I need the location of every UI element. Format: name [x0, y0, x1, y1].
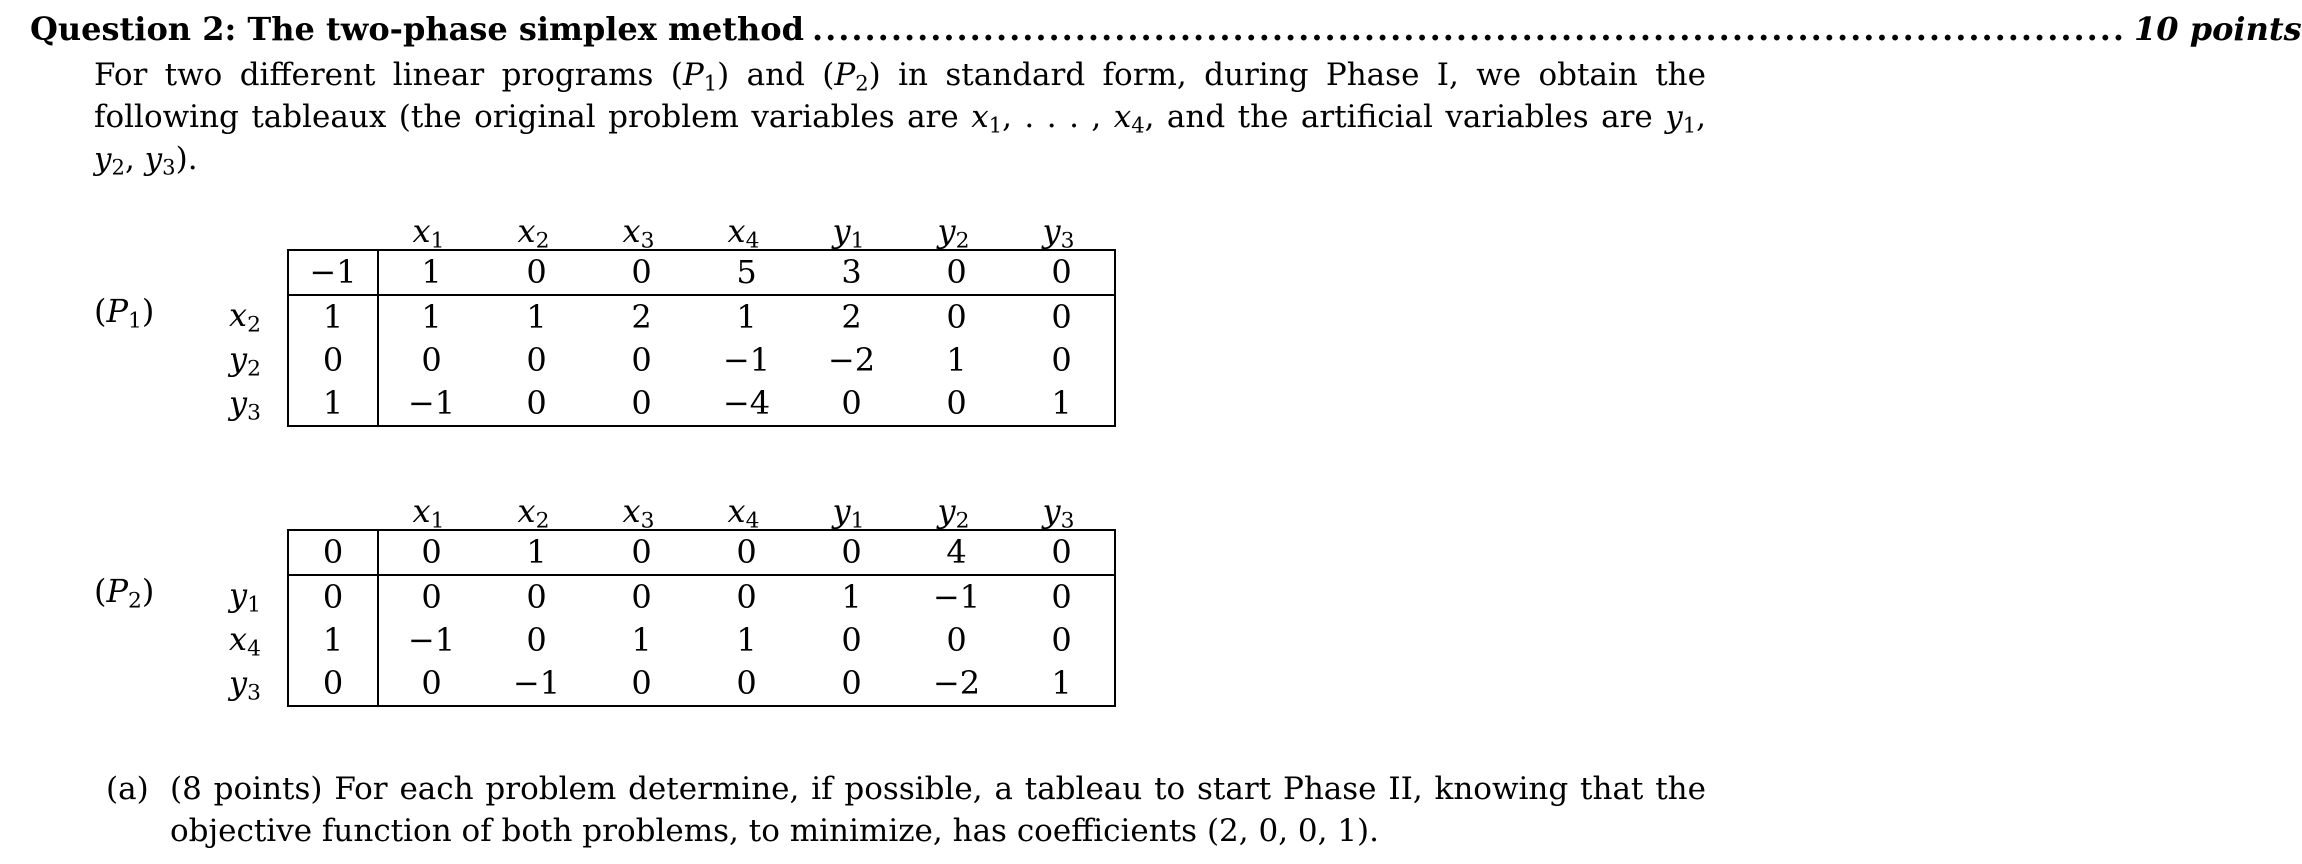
table-cell: −2: [904, 662, 1009, 706]
table-cell: 0: [378, 662, 484, 706]
col-header-y1: $y_1$: [832, 212, 865, 254]
table-cell: 1: [631, 621, 652, 659]
problem-label-p2: $(P_2)$: [94, 572, 155, 614]
col-header-x1: $x_1$: [412, 212, 445, 254]
problem-label-p1: $(P_1)$: [94, 292, 155, 334]
table-cell: 1: [946, 341, 967, 379]
column-headers: [376, 212, 1111, 254]
table-cell: 0: [421, 341, 442, 379]
table-cell: 0: [799, 530, 904, 575]
rhs-cell: 0: [288, 575, 378, 619]
tableau-p2: [287, 529, 1116, 707]
dot-leader: ....................................................................................................: [811, 10, 2127, 48]
basis-label: $y_2$: [229, 340, 261, 382]
table-cell: 0: [1009, 295, 1115, 339]
table-row: [288, 619, 1115, 662]
table-row: [288, 339, 1115, 382]
table-cell: 0: [694, 530, 799, 575]
basis-label: $y_1$: [229, 576, 261, 618]
table-cell: 0: [1009, 575, 1115, 619]
table-cell: 1: [1009, 662, 1115, 706]
table-cell: 0: [904, 382, 1009, 426]
col-header-x3: $x_3$: [622, 212, 655, 254]
table-cell: 1: [736, 621, 757, 659]
table-cell: −1: [407, 621, 456, 659]
rhs-cell: −1: [288, 250, 378, 295]
table-cell: 0: [526, 621, 547, 659]
rhs-cell: 1: [288, 619, 378, 662]
basis-label: $y_3$: [229, 664, 261, 706]
table-cell: 1: [736, 298, 757, 336]
table-cell: 0: [799, 382, 904, 426]
question-points: 10 points: [2134, 10, 2302, 48]
part-a-tag: (a): [106, 771, 149, 807]
col-header-x3: $x_3$: [622, 492, 655, 534]
rhs-cell: 0: [288, 662, 378, 706]
rhs-cell: 0: [288, 339, 378, 382]
table-cell: 1: [1009, 382, 1115, 426]
objective-row: [288, 530, 1115, 575]
table-cell: 0: [631, 341, 652, 379]
table-cell: −1: [932, 578, 981, 616]
table-cell: 0: [378, 530, 484, 575]
table-cell: 0: [736, 578, 757, 616]
table-cell: 0: [589, 530, 694, 575]
objective-row: [288, 250, 1115, 295]
table-cell: 1: [378, 250, 484, 295]
basis-labels-p2: [210, 573, 280, 705]
table-cell: 0: [946, 621, 967, 659]
rhs-cell: 0: [288, 530, 378, 575]
table-cell: 0: [841, 621, 862, 659]
table-cell: 0: [484, 382, 589, 426]
col-header-y3: $y_3$: [1042, 212, 1075, 254]
basis-label: $x_4$: [229, 620, 261, 662]
table-cell: 0: [589, 382, 694, 426]
tableau-p1: [287, 249, 1116, 427]
table-cell: 1: [484, 530, 589, 575]
column-headers: [376, 492, 1111, 534]
basis-label: $x_2$: [229, 296, 261, 338]
col-header-x4: $x_4$: [727, 212, 760, 254]
part-a-text: (8 points) For each problem determine, if possible, a tableau to start Phase II, knowing that the objective function of both problems, to minimize, has coefficients (2, 0, 0, 1).: [170, 771, 1706, 849]
col-header-x2: $x_2$: [517, 212, 550, 254]
col-header-x4: $x_4$: [727, 492, 760, 534]
basis-label: $y_3$: [229, 384, 261, 426]
table-cell: −4: [694, 382, 799, 426]
table-cell: 0: [526, 341, 547, 379]
table-cell: 0: [904, 250, 1009, 295]
table-cell: −1: [378, 382, 484, 426]
table-cell: 3: [799, 250, 904, 295]
table-row: [288, 575, 1115, 619]
table-cell: 1: [841, 578, 862, 616]
col-header-y1: $y_1$: [832, 492, 865, 534]
table-cell: 0: [421, 578, 442, 616]
table-cell: −1: [484, 662, 589, 706]
intro-paragraph: For two different linear programs $(P_1)$ and $(P_2)$ in standard form, during Phase I, we obtain the following tableaux (the original problem variables are $x_1$, . . . , $x_4$, and the artificial variables are $y_1$, $y_2$, $y_3$).: [94, 57, 1706, 180]
table-cell: 5: [694, 250, 799, 295]
col-header-x2: $x_2$: [517, 492, 550, 534]
table-cell: 0: [946, 298, 967, 336]
question-heading: [30, 10, 2302, 50]
part-a: [106, 768, 1706, 852]
table-cell: −2: [827, 341, 876, 379]
table-cell: 2: [631, 298, 652, 336]
table-cell: 0: [1009, 339, 1115, 382]
table-cell: 1: [421, 298, 442, 336]
table-row: [288, 662, 1115, 706]
table-cell: 0: [799, 662, 904, 706]
table-cell: 0: [1009, 250, 1115, 295]
table-cell: 0: [631, 578, 652, 616]
col-header-x1: $x_1$: [412, 492, 445, 534]
table-cell: 0: [1009, 619, 1115, 662]
table-cell: 2: [841, 298, 862, 336]
table-cell: 4: [904, 530, 1009, 575]
col-header-y3: $y_3$: [1042, 492, 1075, 534]
question-title: Question 2: The two-phase simplex method: [30, 10, 804, 48]
table-row: [288, 295, 1115, 339]
table-cell: 0: [526, 578, 547, 616]
table-cell: 0: [694, 662, 799, 706]
table-cell: 0: [484, 250, 589, 295]
table-row: [288, 382, 1115, 426]
table-cell: −1: [722, 341, 771, 379]
table-cell: 0: [1009, 530, 1115, 575]
rhs-cell: 1: [288, 382, 378, 426]
col-header-y2: $y_2$: [937, 492, 970, 534]
table-cell: 0: [589, 662, 694, 706]
basis-labels-p1: [210, 293, 280, 425]
col-header-y2: $y_2$: [937, 212, 970, 254]
table-cell: 0: [589, 250, 694, 295]
rhs-cell: 1: [288, 295, 378, 339]
table-cell: 1: [526, 298, 547, 336]
